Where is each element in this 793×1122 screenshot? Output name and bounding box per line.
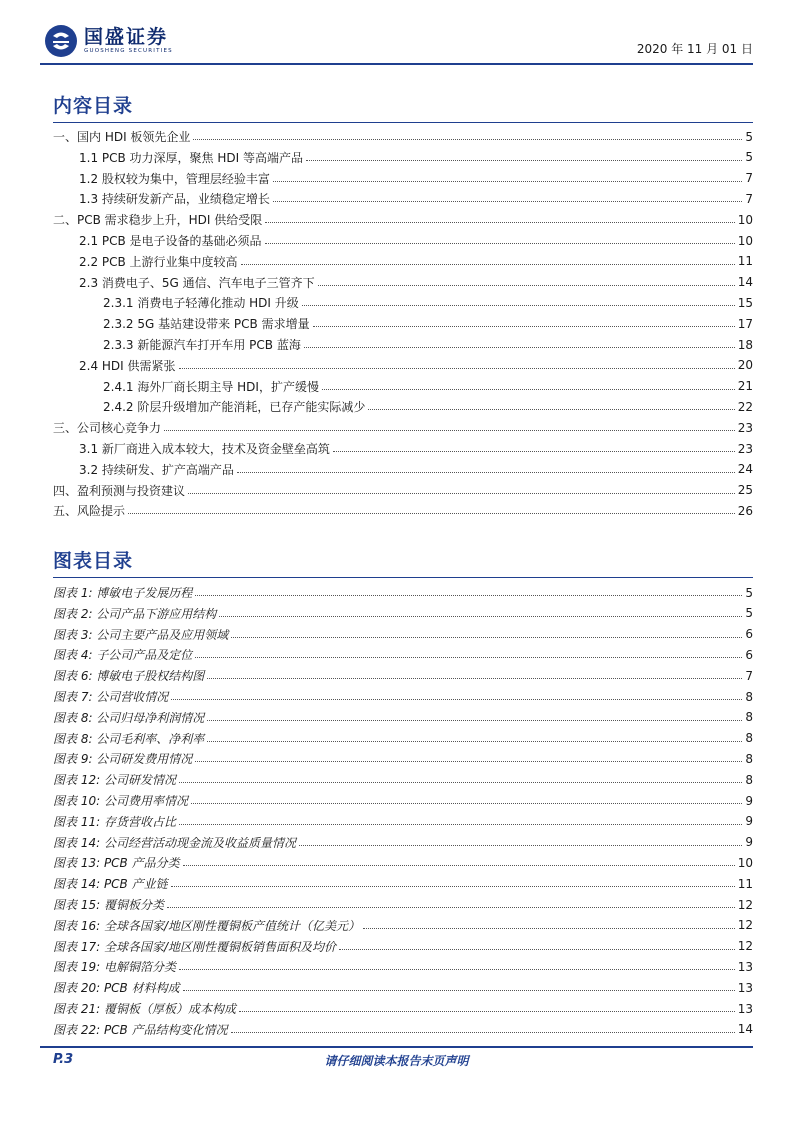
figure-entry-title: 图表 2: 公司产品下游应用结构 [53,606,217,621]
dot-leader [171,886,735,887]
toc-entry[interactable] [79,272,753,293]
figure-entry-page: 14 [737,1022,753,1037]
dot-leader [183,865,735,866]
dot-leader [231,1032,735,1033]
dot-leader [195,761,742,762]
figure-entry-title: 图表 21: 覆铜板（厚板）成本构成 [53,1002,236,1016]
dot-leader [368,409,734,410]
figure-entry-title: 图表 15: 覆铜板分类 [53,898,164,912]
dot-leader [171,699,742,700]
toc-title: 内容目录 [53,95,134,117]
figure-entry[interactable] [53,790,753,811]
toc-entry-title: 2.3.2 5G 基站建设带来 PCB 需求增量 [103,317,310,332]
figure-entry-page: 6 [745,647,753,662]
dot-leader [128,513,735,514]
figure-entry-title: 图表 6: 博敏电子股权结构图 [53,669,205,684]
toc-entry[interactable] [103,313,753,334]
dot-leader [339,949,735,950]
toc-entry-title: 1.1 PCB 功力深厚，聚焦 HDI 等高端产品 [79,150,303,165]
toc-entry-page: 23 [737,441,753,456]
figure-entry-page: 12 [737,918,753,933]
toc-entry[interactable] [53,480,753,501]
figure-entry[interactable] [53,998,753,1019]
dot-leader [179,782,742,783]
toc-entry[interactable] [103,292,753,313]
figure-entry-title: 图表 22: PCB 产品结构变化情况 [53,1022,228,1037]
figure-entry-title: 图表 4: 子公司产品及定位 [53,648,193,663]
figure-entry-page: 5 [745,585,753,600]
figure-entry-title: 图表 8: 公司毛利率、净利率 [53,731,205,746]
figure-entry-page: 8 [745,731,753,746]
dot-leader [318,285,735,286]
toc-entry-title: 3.2 持续研发、扩产高端产品 [79,462,234,477]
figure-entry-title: 图表 19: 电解铜箔分类 [53,960,176,975]
toc-entry[interactable] [103,376,753,397]
toc-entry[interactable] [79,168,753,189]
toc-entry[interactable] [79,251,753,272]
dot-leader [167,907,735,908]
dot-leader [299,845,742,846]
figure-entry[interactable] [53,852,753,873]
toc-entry-page: 22 [737,399,753,414]
figure-entry-page: 13 [737,1001,753,1016]
toc-entry-title: 2.3 消费电子、5G 通信、汽车电子三管齐下 [79,275,315,290]
figure-entry-page: 13 [737,980,753,995]
figure-entry-title: 图表 14: PCB 产业链 [53,877,168,892]
dot-leader [179,969,735,970]
dot-leader [191,803,742,804]
dot-leader [265,222,734,223]
logo-chinese-name: 国盛证券 [84,26,169,48]
figure-entry[interactable] [53,707,753,728]
toc-entry[interactable] [79,355,753,376]
figure-entry-page: 12 [737,897,753,912]
toc-entry-page: 10 [737,212,753,227]
figure-entry[interactable] [53,686,753,707]
toc-entry-title: 3.1 新厂商进入成本较大，技术及资金壁垒高筑 [79,442,330,456]
toc-entry-page: 7 [745,171,753,186]
figures-title-divider [53,577,753,578]
figure-entry-page: 12 [737,939,753,954]
toc-entry[interactable] [79,147,753,168]
figure-entry-title: 图表 11: 存货营收占比 [53,814,176,829]
dot-leader [195,657,742,658]
toc-entry-page: 7 [745,191,753,206]
figure-entry-title: 图表 1: 博敏电子发展历程 [53,586,193,600]
toc-entry-title: 1.3 持续研发新产品，业绩稳定增长 [79,192,270,207]
figure-entry[interactable] [53,582,753,603]
toc-entry[interactable] [79,188,753,209]
figure-entry[interactable] [53,769,753,790]
toc-entry-title: 一、国内 HDI 板领先企业 [53,130,191,144]
figure-entry[interactable] [53,832,753,853]
dot-leader [237,472,735,473]
toc-entry-title: 1.2 股权较为集中，管理层经验丰富 [79,171,270,186]
brand-logo [44,24,173,58]
figure-entry-page: 11 [737,876,753,891]
toc-entry[interactable] [53,209,753,230]
toc-entry-page: 5 [745,150,753,165]
figure-entry-title: 图表 8: 公司归母净利润情况 [53,710,205,725]
dot-leader [179,824,742,825]
figure-entry-title: 图表 3: 公司主要产品及应用领域 [53,627,229,642]
figure-entry[interactable] [53,936,753,957]
dot-leader [273,181,742,182]
toc-entry-page: 14 [737,275,753,290]
figure-entry[interactable] [53,915,753,936]
toc-entry-title: 2.1 PCB 是电子设备的基础必须品 [79,234,262,248]
figure-entry-title: 图表 14: 公司经营活动现金流及收益质量情况 [53,835,296,850]
dot-leader [193,139,742,140]
figure-entry[interactable] [53,956,753,977]
guosheng-logo-icon [44,24,78,58]
page-number: P.3 [53,1052,74,1067]
toc-entry-page: 26 [737,503,753,518]
disclaimer-note: 请仔细阅读本报告末页声明 [324,1054,469,1068]
toc-entry-page: 23 [737,420,753,435]
figure-entry[interactable] [53,624,753,645]
figure-entry-title: 图表 20: PCB 材料构成 [53,981,180,996]
toc-entry-page: 18 [737,337,753,352]
figure-entry-page: 8 [745,772,753,787]
figure-entry[interactable] [53,873,753,894]
toc-entry-title: 二、PCB 需求稳步上升，HDI 供给受限 [53,213,263,228]
toc-entry[interactable] [79,459,753,480]
figure-entry-page: 10 [737,855,753,870]
toc-entry[interactable] [79,230,753,251]
toc-entry[interactable] [53,417,753,438]
figure-entry-page: 9 [745,814,753,829]
report-date: 2020 年 11 月 01 日 [636,42,753,56]
figure-entry[interactable] [53,728,753,749]
toc-entry-title: 2.2 PCB 上游行业集中度较高 [79,254,238,269]
figure-entry-page: 9 [745,793,753,808]
header-divider [40,63,753,65]
dot-leader [188,493,735,494]
figure-entry-title: 图表 17: 全球各国家/地区刚性覆铜板销售面积及均价 [53,939,336,954]
figure-entry[interactable] [53,894,753,915]
figure-entry-page: 6 [745,627,753,642]
toc-entry[interactable] [103,396,753,417]
figure-entry-page: 8 [745,751,753,766]
figure-entry-title: 图表 13: PCB 产品分类 [53,856,180,871]
figure-entry-page: 5 [745,606,753,621]
toc-entry-title: 2.4.2 阶层升级增加产能消耗，已存产能实际减少 [103,400,366,415]
toc-title-divider [53,122,753,123]
toc-entry-page: 17 [737,316,753,331]
dot-leader [273,201,742,202]
figure-entry-title: 图表 10: 公司费用率情况 [53,794,188,808]
toc-entry-page: 15 [737,295,753,310]
toc-entry-page: 5 [745,129,753,144]
dot-leader [179,368,735,369]
footer-divider [40,1046,753,1048]
figure-entry[interactable] [53,811,753,832]
toc-entry-title: 四、盈利预测与投资建议 [53,483,186,498]
toc-entry-page: 11 [737,254,753,269]
dot-leader [306,160,742,161]
dot-leader [363,928,735,929]
toc-entry-page: 25 [737,483,753,498]
dot-leader [333,451,735,452]
figure-entry-page: 7 [745,668,753,683]
dot-leader [195,595,742,596]
figure-entry-page: 9 [745,835,753,850]
toc-entry[interactable] [103,334,753,355]
toc-entry-title: 2.3.3 新能源汽车打开车用 PCB 蓝海 [103,338,301,352]
page-header [40,20,753,64]
figure-entry[interactable] [53,748,753,769]
dot-leader [164,430,735,431]
toc-entry[interactable] [79,438,753,459]
dot-leader [239,1011,735,1012]
dot-leader [219,616,742,617]
figure-entry-page: 8 [745,710,753,725]
figure-entry-title: 图表 12: 公司研发情况 [53,773,176,788]
toc-entry-title: 三、公司核心竞争力 [53,421,162,436]
figures-title: 图表目录 [53,550,134,572]
dot-leader [241,264,735,265]
figure-entry-page: 8 [745,689,753,704]
dot-leader [313,326,735,327]
dot-leader [207,678,742,679]
toc-entry-page: 20 [737,358,753,373]
dot-leader [207,720,742,721]
figure-entry[interactable] [53,665,753,686]
figure-entry[interactable] [53,977,753,998]
figure-entry[interactable] [53,644,753,665]
toc-entry-page: 21 [737,379,753,394]
toc-entry[interactable] [53,500,753,521]
dot-leader [265,243,735,244]
dot-leader [322,389,735,390]
toc-entry-page: 24 [737,462,753,477]
toc-entry[interactable] [53,126,753,147]
figure-entry-title: 图表 9: 公司研发费用情况 [53,752,193,767]
figure-entry[interactable] [53,1019,753,1040]
dot-leader [302,305,735,306]
figure-entry-title: 图表 16: 全球各国家/地区刚性覆铜板产值统计（亿美元） [53,918,360,933]
toc-entry-title: 2.4 HDI 供需紧张 [79,358,176,373]
dot-leader [183,990,735,991]
logo-english-name: GUOSHENG SECURITIES [84,48,173,54]
figure-entry[interactable] [53,603,753,624]
figure-entry-page: 13 [737,959,753,974]
toc-entry-title: 五、风险提示 [53,504,126,519]
toc-entry-title: 2.3.1 消费电子轻薄化推动 HDI 升级 [103,296,299,311]
figure-entry-title: 图表 7: 公司营收情况 [53,690,169,704]
dot-leader [304,347,735,348]
toc-entry-title: 2.4.1 海外厂商长期主导 HDI，扩产缓慢 [103,379,319,394]
dot-leader [231,637,742,638]
toc-entry-page: 10 [737,233,753,248]
dot-leader [207,741,742,742]
